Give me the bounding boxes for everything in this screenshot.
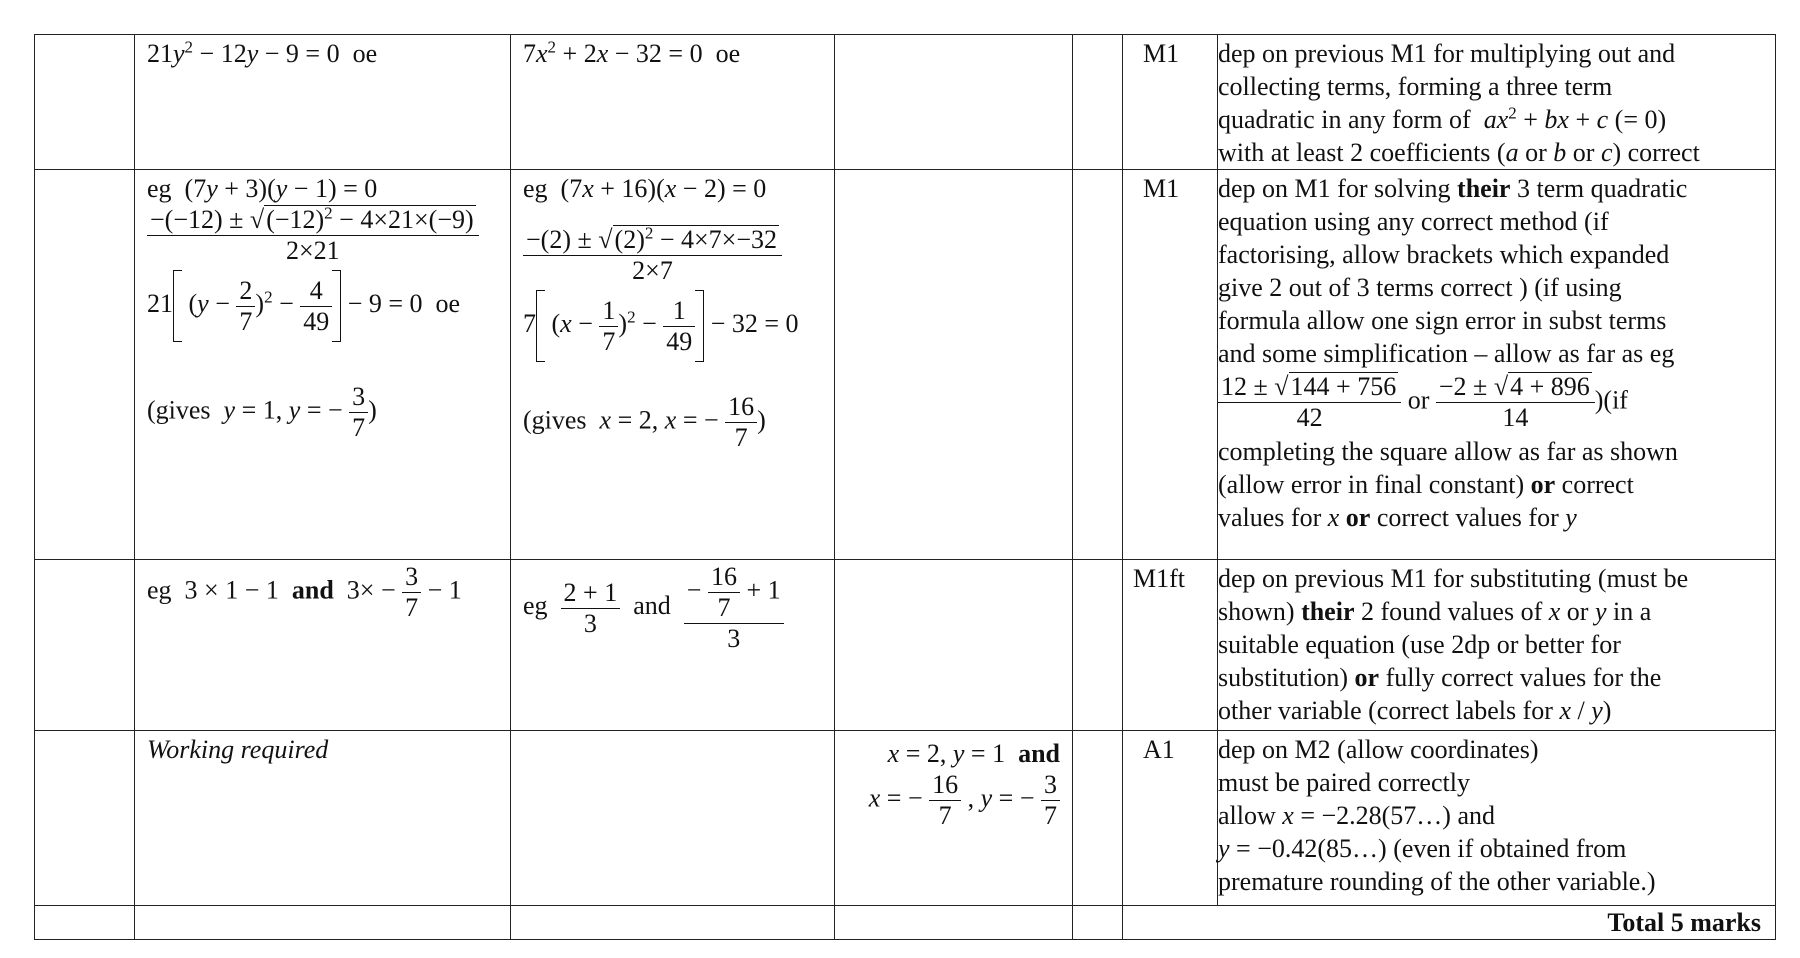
working-cell-y [135,560,511,731]
working-required-note: Working required [147,735,329,764]
mark-cell: M1 [1123,35,1218,170]
table-row [35,560,1776,731]
guidance-line: and some simplification – allow as far as eg [1218,339,1675,368]
spacer-cell [1073,731,1123,906]
guidance-line: dep on M2 (allow coordinates) [1218,735,1539,764]
answer-line-2: x = − $\frac{16}{7}$ , y = − $\frac{3}{7}$ [835,770,1060,831]
guidance-line: equation using any correct method (if [1218,207,1609,236]
guidance-line: dep on previous M1 for substituting (must be [1218,564,1689,593]
guidance-line: give 2 out of 3 terms correct ) (if using [1218,273,1622,302]
answer-cell [835,35,1073,170]
guidance-cell: dep on previous M1 for substituting (must be shown) their 2 found values of x or y in a suitable equation (use 2dp or better for substitution) or fully correct values for the other variable (correct labels for x / y) [1218,560,1776,731]
table-row [35,170,1776,560]
guidance-line: formula allow one sign error in subst terms [1218,306,1667,335]
working-cell-x [511,35,835,170]
spacer-cell [1073,170,1123,560]
guidance-fractions: $\frac{12 \pm √144 + 756}{42}$ or $\frac{-2 \pm √4 + 896}{14}$ )(if [1218,372,1771,433]
total-marks: Total 5 marks [1123,906,1776,940]
answer-cell [835,560,1073,731]
spacer-cell [1073,35,1123,170]
guidance-line: quadratic in any form of $ax^2$ + bx + c (= 0) [1218,103,1667,134]
working-cell-x [511,731,835,906]
working-cell-y [135,731,511,906]
question-cell [35,170,135,560]
guidance-cell: dep on M1 for solving their 3 term quadratic equation using any correct method (if factorising, allow brackets which expanded give 2 out of 3 terms correct ) (if using formula allow one sign error in subst terms and some simplification – allow as far as eg $\frac{12 \pm √144 + 756}{42}$ or $\frac{-2 \pm √4 + 896}{14}$ )(if completing the square allow as far as shown (allow error in final constant) or correct values for x or correct values for y [1218,170,1776,560]
factorise-x: eg (7x + 16)(x − 2) = 0 [523,174,767,203]
solutions-x: (gives x = 2, x = − $\frac{16}{7}$ ) [523,392,766,452]
guidance-cell: dep on M2 (allow coordinates) must be paired correctly allow x = −2.28(57…) and y = −0.42(85…) (even if obtained from premature rounding of the other variable.) [1218,731,1776,906]
answer-cell [835,170,1073,560]
working-cell-y [135,170,511,560]
mark-cell: A1 [1123,731,1218,906]
complete-square-y: 21 (y − $\frac{2}{7}$ )$^2$ − $\frac{4}{49}$ − 9 = 0 oe [147,270,510,342]
substitute-y: eg 3 × 1 − 1 and 3× − $\frac{3}{7}$ − 1 [147,562,462,622]
formula-y: $\frac{-(-12) \pm √(-12)^2 - 4\times 21\times(-9)}{2\times 21}$ [147,205,510,266]
question-cell [35,35,135,170]
working-cell-y [135,35,511,170]
guidance-cell [1218,35,1776,170]
quadratic-x: $7x^2 + 2x - 32 = 0$ oe [523,37,741,68]
guidance-line: collecting terms, forming a three term [1218,72,1613,101]
guidance-line: with at least 2 coefficients (a or b or c) correct [1218,138,1700,167]
answer-line-1: x = 2, y = 1 and [887,739,1060,768]
table-row [35,906,1776,940]
question-cell [35,560,135,731]
spacer-cell [1073,560,1123,731]
table-row [35,731,1776,906]
complete-square-x: 7 (x − $\frac{1}{7}$ )$^2$ − $\frac{1}{49}$ − 32 = 0 [523,290,834,362]
working-cell-x [511,170,835,560]
table-row [35,35,1776,170]
guidance-line: dep on previous M1 for multiplying out and [1218,39,1676,68]
formula-x: $\frac{-(2) \pm √(2)^2 - 4\times 7\times-32}{2\times 7}$ [523,225,834,286]
solutions-y: (gives y = 1, y = − $\frac{3}{7}$ ) [147,382,377,442]
mark-cell: M1 [1123,170,1218,560]
factorise-y: eg (7y + 3)(y − 1) = 0 [147,174,378,203]
substitute-x: eg $\frac{2 + 1}{3}$ and − $\frac{16}{7}$ + 1 3 [523,562,834,654]
guidance-line: completing the square allow as far as shown [1218,437,1678,466]
mark-scheme-sheet [34,34,1775,940]
guidance-line: suitable equation (use 2dp or better for [1218,630,1621,659]
answer-cell [835,731,1073,906]
guidance-line: factorising, allow brackets which expanded [1218,240,1670,269]
guidance-line: premature rounding of the other variable.) [1218,867,1656,896]
question-cell [35,731,135,906]
mark-scheme-table [34,34,1776,940]
working-cell-x [511,560,835,731]
guidance-line: must be paired correctly [1218,768,1470,797]
quadratic-y: $21y^2 - 12y - 9 = 0$ oe [147,37,378,68]
mark-cell: M1ft [1123,560,1218,731]
